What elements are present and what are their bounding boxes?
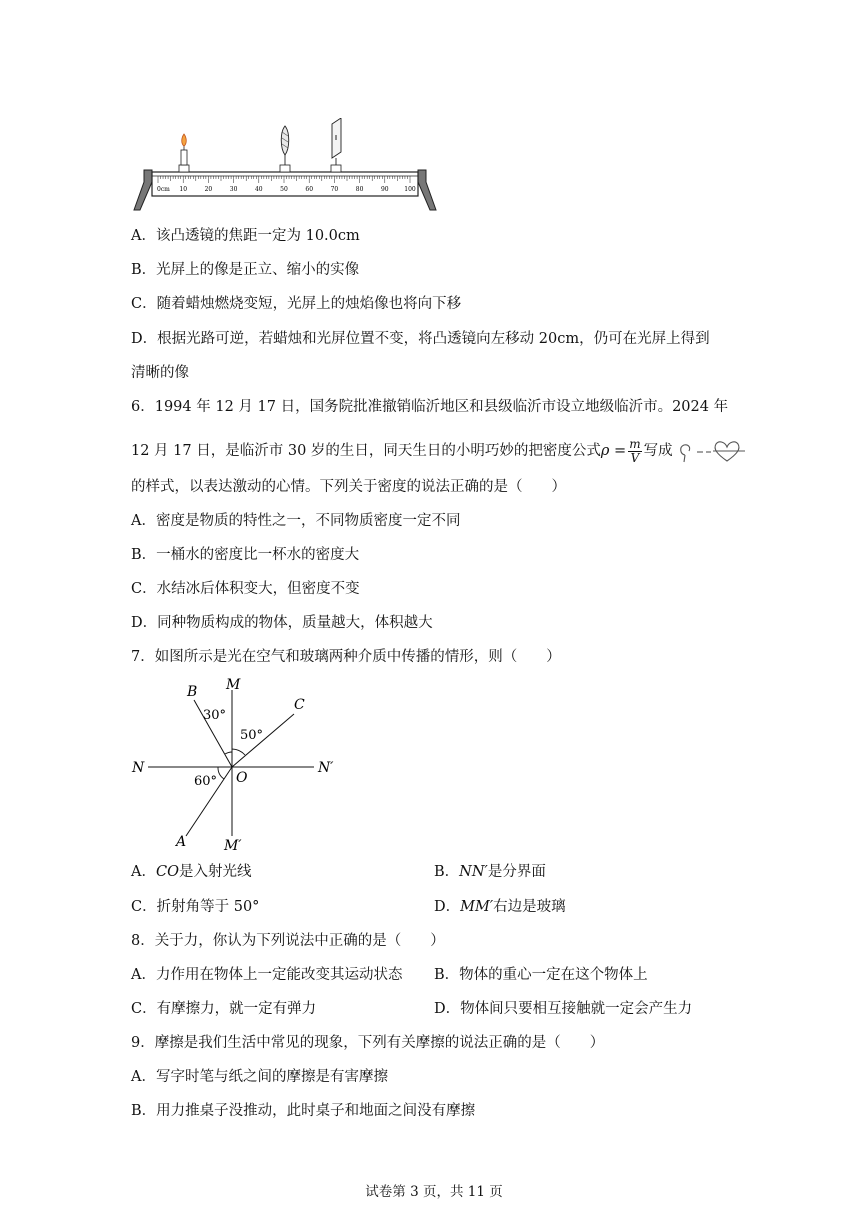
label-M: M [226, 677, 241, 693]
option-text: 一桶水的密度比一杯水的密度大 [156, 547, 360, 563]
option-letter: A． [131, 864, 156, 880]
scale-tick-label: 50 [280, 186, 288, 193]
angle-arc-60 [218, 767, 224, 779]
density-fraction [628, 438, 641, 465]
scale-tick-label: 40 [254, 186, 263, 193]
option-text: 物体的重心一定在这个物体上 [459, 967, 648, 983]
option-text: 物体间只要相互接触就一定会产生力 [460, 1001, 693, 1017]
bench-left-leg [134, 170, 152, 210]
q8-option-b [434, 965, 648, 985]
option-variable: CO [155, 864, 179, 880]
scale-tick-label: 0cm [157, 186, 170, 193]
label-N-prime: N′ [318, 760, 334, 776]
option-letter: D． [434, 899, 461, 915]
density-symbol: ρ = [600, 443, 627, 459]
convex-lens [280, 126, 290, 172]
q6-stem-line2 [131, 434, 747, 468]
q6-option-b [131, 545, 359, 565]
angle-arc-50 [232, 749, 245, 755]
q6-option-d [131, 613, 433, 633]
option-letter: B． [131, 262, 157, 278]
option-variable: MM′ [460, 899, 494, 915]
option-letter: A． [131, 1069, 156, 1085]
angle-label-60: 60° [194, 774, 218, 789]
option-letter: B． [434, 967, 460, 983]
scale-tick-label: 100 [404, 186, 416, 193]
label-A: A [176, 834, 187, 850]
scale-tick-label: 10 [179, 186, 188, 193]
q9-stem: 9．摩擦是我们生活中常见的现象，下列有关摩擦的说法正确的是（ ） [131, 1035, 605, 1051]
q5-option-a [131, 226, 360, 246]
option-text: 根据光路可逆，若蜡烛和光屏位置不变，将凸透镜向左移动 20cm，仍可在光屏上得到 [157, 331, 710, 347]
q6-stem-line1: 6．1994 年 12 月 17 日，国务院批准撤销临沂地区和县级临沂市设立地级临沂市。2024 年 [131, 399, 729, 415]
option-text: 力作用在物体上一定能改变其运动状态 [155, 967, 403, 983]
q6-text: 写成 [643, 443, 673, 459]
scale-tick-label: 90 [380, 186, 389, 193]
option-letter: C． [131, 296, 157, 312]
q7-option-b [434, 862, 546, 882]
q7-stem: 7．如图所示是光在空气和玻璃两种介质中传播的情形，则（ ） [131, 649, 561, 665]
scale-tick-label: 60 [305, 186, 314, 193]
q6-option-c [131, 579, 360, 599]
option-letter: A． [131, 967, 156, 983]
heart-formula-icon [677, 439, 747, 463]
option-variable: NN′ [459, 864, 488, 880]
light-screen [331, 118, 341, 172]
label-O: O [236, 770, 248, 786]
option-text: 水结冰后体积变大，但密度不变 [156, 581, 360, 597]
option-text: 密度是物质的特性之一，不同物质密度一定不同 [155, 513, 461, 529]
option-text: 光屏上的像是正立、缩小的实像 [156, 262, 360, 278]
angle-arc-bm [225, 752, 232, 754]
option-text: 该凸透镜的焦距一定为 10.0cm [155, 228, 360, 244]
label-B: B [187, 684, 198, 700]
option-letter: D． [131, 331, 158, 347]
q5-option-c [131, 294, 461, 314]
fraction-denominator: V [630, 450, 640, 465]
scale-tick-label: 20 [204, 186, 213, 193]
fraction-numerator: m [629, 436, 641, 451]
angle-label-30: 30° [203, 708, 227, 723]
option-letter: C． [131, 899, 157, 915]
label-M-prime: M′ [224, 838, 242, 854]
optical-bench-figure [130, 118, 442, 214]
option-text: 同种物质构成的物体，质量越大，体积越大 [157, 615, 433, 631]
scale-tick-label: 30 [229, 186, 238, 193]
option-letter: D． [434, 1001, 461, 1017]
bench-right-leg [418, 170, 436, 210]
option-text: 是分界面 [487, 864, 546, 880]
option-text: 写字时笔与纸之间的摩擦是有害摩擦 [155, 1069, 388, 1085]
option-letter: B． [434, 864, 460, 880]
scale-tick-label: 70 [330, 186, 339, 193]
q5-option-d [131, 329, 710, 349]
q5-option-b [131, 260, 359, 280]
option-text: 右边是玻璃 [493, 899, 566, 915]
q9-option-b [131, 1101, 475, 1121]
label-N: N [132, 760, 145, 776]
option-letter: D． [131, 615, 158, 631]
option-text: 随着蜡烛燃烧变短，光屏上的烛焰像也将向下移 [156, 296, 462, 312]
q8-stem: 8．关于力，你认为下列说法中正确的是（ ） [131, 933, 445, 949]
q8-option-c [131, 999, 316, 1019]
option-text: 折射角等于 50° [156, 899, 260, 915]
refraction-diagram [130, 676, 350, 858]
option-text: 是入射光线 [178, 864, 252, 880]
q7-option-d [434, 897, 566, 917]
q5-option-d-continued: 清晰的像 [131, 365, 189, 381]
q7-option-a [131, 862, 251, 882]
q6-stem-line3: 的样式，以表达激动的心情。下列关于密度的说法正确的是（ ） [131, 479, 566, 495]
angle-label-50: 50° [240, 728, 264, 743]
q9-option-a [131, 1067, 388, 1087]
option-letter: C． [131, 1001, 157, 1017]
q7-option-c [131, 897, 259, 917]
scale-tick-label: 80 [355, 186, 364, 193]
q8-option-a [131, 965, 402, 985]
label-C: C [294, 697, 305, 713]
option-letter: C． [131, 581, 157, 597]
q6-text: 12 月 17 日，是临沂市 30 岁的生日，同天生日的小明巧妙的把密度公式 [131, 443, 601, 459]
option-letter: B． [131, 1103, 157, 1119]
candle [179, 134, 189, 172]
q6-option-a [131, 511, 460, 531]
q8-option-d [434, 999, 692, 1019]
option-text: 有摩擦力，就一定有弹力 [156, 1001, 317, 1017]
option-letter: B． [131, 547, 157, 563]
option-letter: A． [131, 228, 156, 244]
option-text: 用力推桌子没推动，此时桌子和地面之间没有摩擦 [156, 1103, 476, 1119]
option-letter: A． [131, 513, 156, 529]
page-footer: 试卷第 3 页，共 11 页 [365, 1184, 503, 1200]
